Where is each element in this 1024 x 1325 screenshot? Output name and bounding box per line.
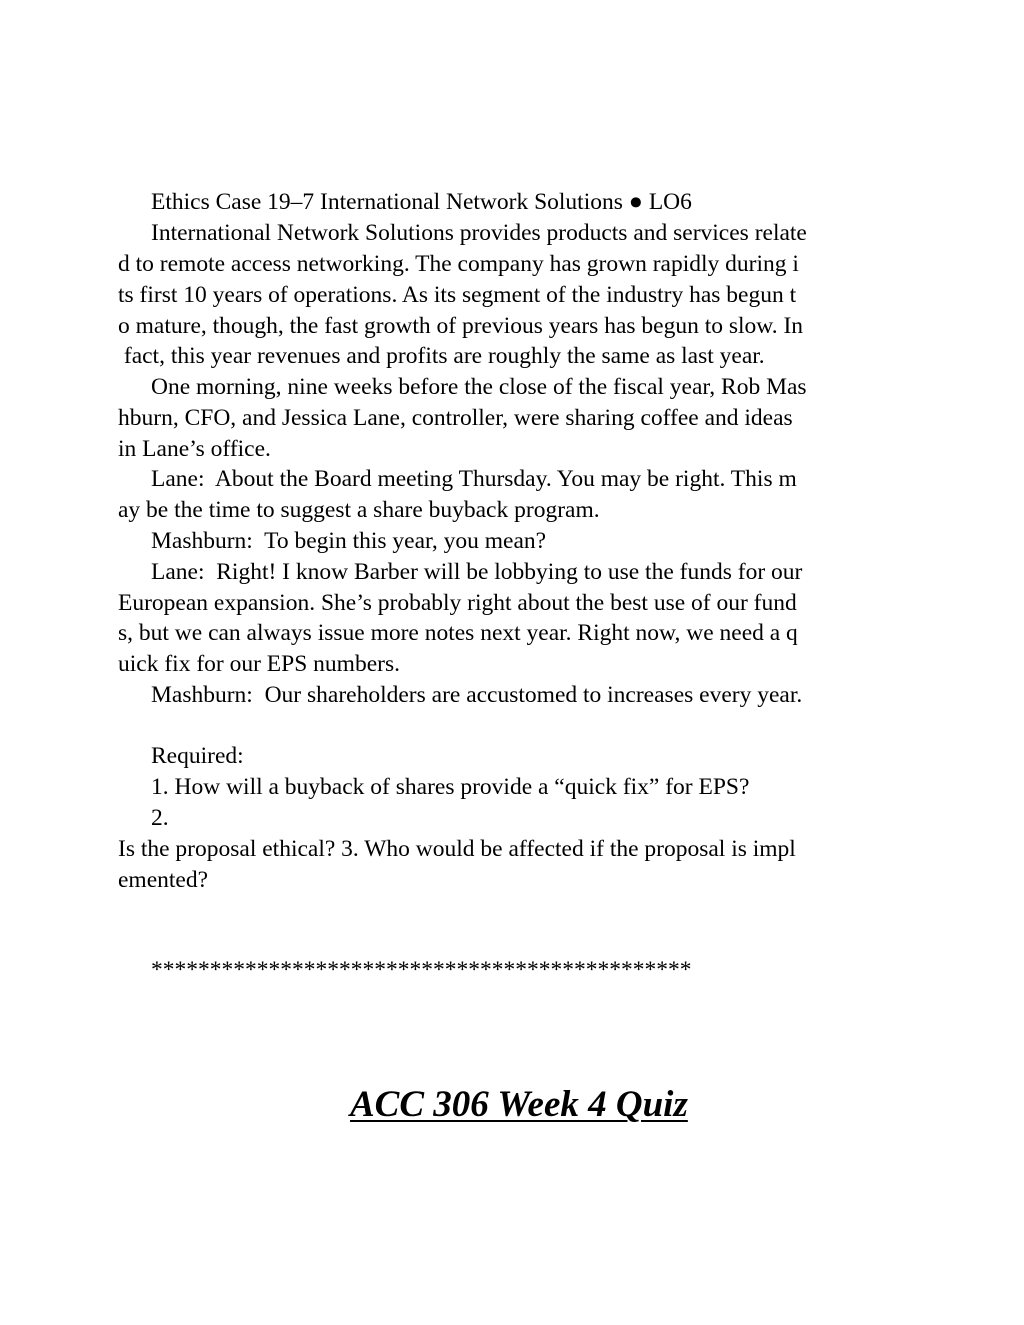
text-line: Lane: About the Board meeting Thursday. You may be right. This m	[151, 466, 797, 492]
text-line: d to remote access networking. The company has grown rapidly during i	[118, 251, 799, 277]
text-line: o mature, though, the fast growth of previous years has begun to slow. In	[118, 313, 804, 339]
text-line: ay be the time to suggest a share buyback program.	[118, 497, 600, 523]
text-line: in Lane’s office.	[118, 436, 271, 462]
text-line: hburn, CFO, and Jessica Lane, controller, were sharing coffee and ideas	[118, 405, 793, 431]
question-2-number: 2.	[151, 805, 169, 831]
text-line: uick fix for our EPS numbers.	[118, 651, 400, 677]
section-heading: ACC 306 Week 4 Quiz	[350, 1084, 688, 1125]
text-line: fact, this year revenues and profits are roughly the same as last year.	[118, 343, 765, 369]
text-line: One morning, nine weeks before the close of the fiscal year, Rob Mas	[151, 374, 807, 400]
text-line: European expansion. She’s probably right about the best use of our fund	[118, 590, 797, 616]
required-label: Required:	[151, 743, 244, 769]
case-title: Ethics Case 19–7 International Network Solutions ● LO6	[151, 189, 692, 215]
dialogue-mashburn-2: Mashburn: Our shareholders are accustomed to increases every year.	[151, 682, 803, 708]
text-line: s, but we can always issue more notes next year. Right now, we need a q	[118, 620, 798, 646]
text-line: Is the proposal ethical? 3. Who would be affected if the proposal is impl	[118, 836, 796, 862]
dialogue-mashburn-1: Mashburn: To begin this year, you mean?	[151, 528, 547, 554]
text-line: ts first 10 years of operations. As its segment of the industry has begun t	[118, 282, 797, 308]
text-line: International Network Solutions provides products and services relate	[151, 220, 807, 246]
question-1: 1. How will a buyback of shares provide a “quick fix” for EPS?	[151, 774, 750, 800]
text-line: Lane: Right! I know Barber will be lobbying to use the funds for our	[151, 559, 803, 585]
text-line: emented?	[118, 867, 209, 893]
separator-asterisks: **********************************************	[151, 957, 692, 983]
